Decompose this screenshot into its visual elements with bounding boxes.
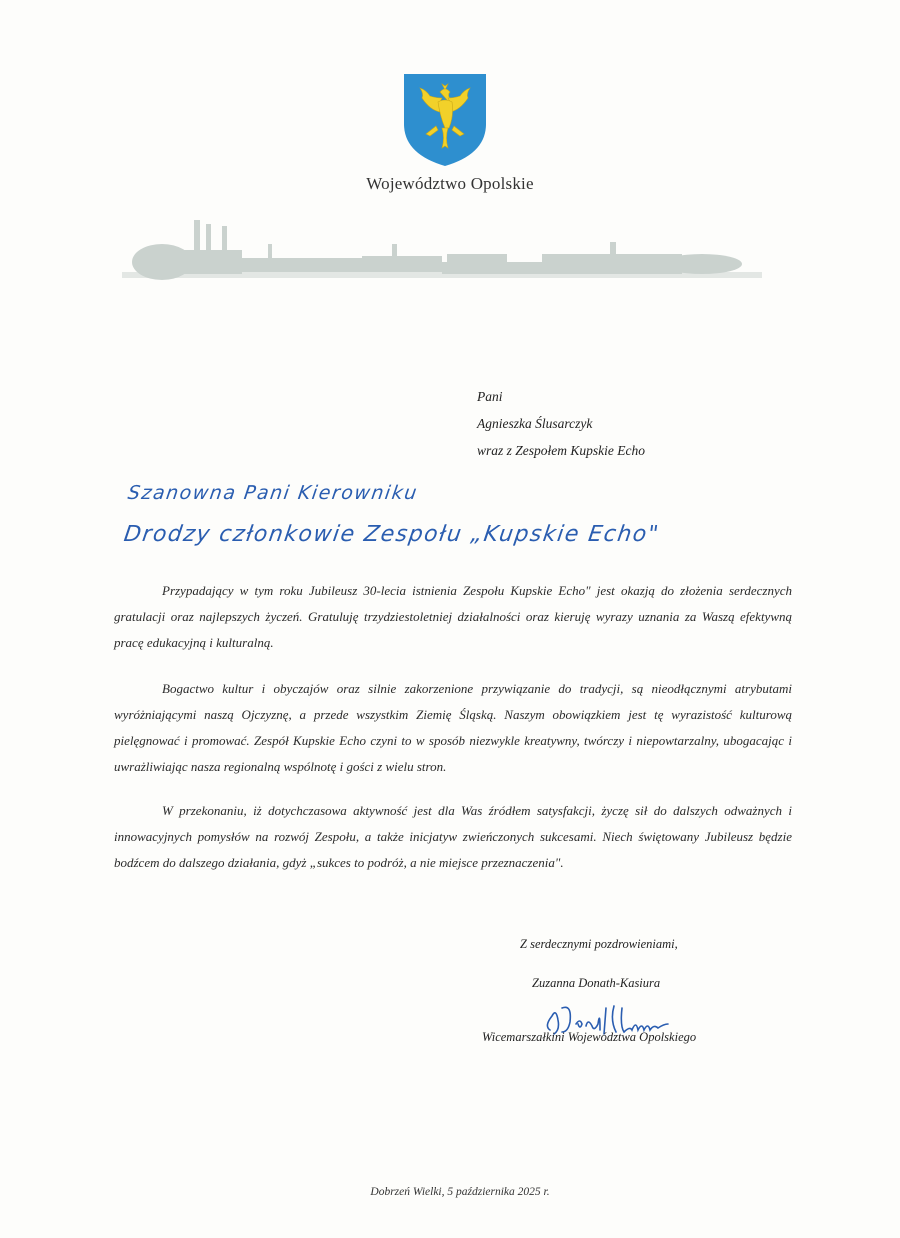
organization-name: Województwo Opolskie (366, 174, 534, 193)
city-skyline-image (122, 210, 762, 290)
addressee-name: Agnieszka Ślusarczyk (477, 416, 593, 431)
handwritten-greeting-line1: Szanowna Pani Kierowniku (126, 482, 420, 504)
coat-of-arms-icon (402, 72, 488, 168)
body-paragraph (114, 676, 792, 780)
closing-salutation: Z serdecznymi pozdrowieniami, (520, 937, 678, 951)
place-and-date: Dobrzeń Wielki, 5 października 2025 r. (370, 1186, 550, 1198)
addressee-salutation: Pani (477, 389, 503, 404)
signatory-name: Zuzanna Donath-Kasiura (532, 976, 661, 990)
paragraph-text: Bogactwo kultur i obyczajów oraz silnie zakorzenione przywiązanie do tradycji, są nieodłącznymi atrybutami wyróżniającymi naszą Ojczyznę, a przede wszystkim Ziemię Śląską. Naszym obowiązkiem jest tę wyrazistość kulturową pielęgnować i promować. Zespół Kupskie Echo czyni to w sposób niezwykle kreatywny, twórczy i niepowtarzalny, ubogacając i uwrażliwiając nasza regionalną wspólnotę i gości z wielu stron. (114, 681, 792, 774)
handwritten-greeting-line2: Drodzy członkowie Zespołu „Kupskie Echo" (122, 522, 662, 547)
signatory-title: Wicemarszałkini Województwa Opolskiego (482, 1030, 697, 1044)
body-paragraph (114, 798, 792, 876)
addressee-group: wraz z Zespołem Kupskie Echo (477, 443, 645, 458)
paragraph-text: W przekonaniu, iż dotychczasowa aktywność jest dla Was źródłem satysfakcji, życzę sił do dalszych odważnych i innowacyjnych pomysłów na rozwój Zespołu, a także inicjatyw zwieńczonych sukcesami. Niech świętowany Jubileusz będzie bodźcem do dalszego działania, gdyż „sukces to podróż, a nie miejsce przeznaczenia". (114, 803, 792, 870)
paragraph-text: Przypadający w tym roku Jubileusz 30-lecia istnienia Zespołu Kupskie Echo" jest okazją do złożenia serdecznych gratulacji oraz najlepszych życzeń. Gratuluję trzydziestoletniej działalności oraz kieruję wyrazy uznania za Waszą efektywną pracę edukacyjną i kulturalną. (114, 583, 792, 650)
body-paragraph (114, 578, 792, 656)
